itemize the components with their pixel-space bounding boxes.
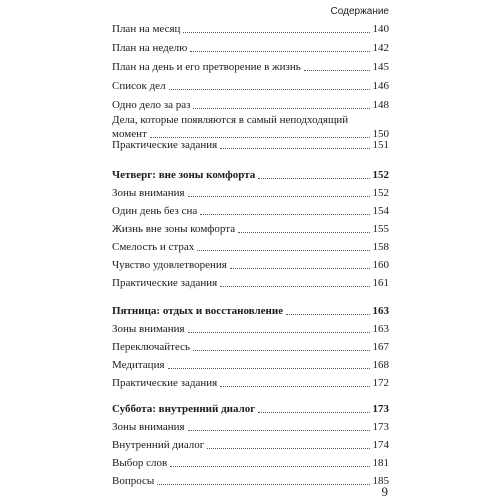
toc-entry-page: 148: [372, 99, 389, 111]
toc-entry-page: 185: [372, 475, 389, 487]
dot-leader: [220, 386, 369, 387]
toc-entry-page: 168: [372, 359, 389, 371]
toc-entry-page: 173: [372, 421, 389, 433]
toc-entry-title: План на месяц: [112, 23, 181, 35]
toc-entry-title: Смелость и страх: [112, 241, 195, 253]
toc-entry-page: 167: [372, 341, 389, 353]
toc-entry-title: План на неделю: [112, 42, 188, 54]
toc-entry-page: 150: [372, 128, 389, 140]
toc-entry-page: 146: [372, 80, 389, 92]
dot-leader: [258, 412, 369, 413]
dot-leader: [238, 232, 369, 233]
toc-entry: [112, 474, 389, 488]
toc-entry-title: Внутренний диалог: [112, 439, 205, 451]
toc-entry-page: 142: [372, 42, 389, 54]
toc-entry-title: Один день без сна: [112, 205, 198, 217]
toc-entry-page: 151: [372, 139, 389, 151]
dot-leader: [169, 89, 370, 90]
dot-leader: [304, 70, 370, 71]
toc-entry: [112, 322, 389, 336]
dot-leader: [168, 368, 370, 369]
toc-entry-title: Зоны внимания: [112, 323, 185, 335]
toc-entry-title: момент: [112, 128, 147, 140]
toc-chapter-heading: [112, 304, 389, 318]
dot-leader: [197, 250, 369, 251]
toc-entry-title: План на день и его претворение в жизнь: [112, 61, 301, 73]
toc-entry-title: Список дел: [112, 80, 166, 92]
toc-entry-title: Чувство удовлетворения: [112, 259, 227, 271]
chapter-page: 152: [372, 169, 389, 181]
toc-entry: [112, 41, 389, 55]
toc-chapter-heading: [112, 402, 389, 416]
dot-leader: [230, 268, 370, 269]
toc-entry-title: Практические задания: [112, 139, 218, 151]
dot-leader: [193, 108, 369, 109]
toc-entry-title: Зоны внимания: [112, 187, 185, 199]
toc-entry: [112, 22, 389, 36]
toc-entry-page: 172: [372, 377, 389, 389]
page-number: 9: [381, 484, 388, 499]
toc-entry: [112, 376, 389, 390]
toc-entry-page: 145: [372, 61, 389, 73]
toc-entry-page: 152: [372, 187, 389, 199]
toc-entry-title-line1: Дела, которые появляются в самый неподходящий: [112, 114, 349, 126]
chapter-title: Суббота: внутренний диалог: [112, 403, 256, 415]
dot-leader: [188, 196, 370, 197]
toc-entry-page: 174: [372, 439, 389, 451]
toc-entry: [112, 420, 389, 434]
toc-entry-title: Практические задания: [112, 377, 218, 389]
toc-entry: [112, 98, 389, 112]
dot-leader: [183, 32, 369, 33]
toc-entry: [112, 186, 389, 200]
toc-entry: [112, 60, 389, 74]
toc-entry: [112, 204, 389, 218]
chapter-title: Четверг: вне зоны комфорта: [112, 169, 256, 181]
toc-entry-title: Жизнь вне зоны комфорта: [112, 223, 236, 235]
dot-leader: [286, 314, 369, 315]
dot-leader: [220, 148, 369, 149]
dot-leader: [220, 286, 369, 287]
toc-entry: [112, 456, 389, 470]
toc-entry: [112, 340, 389, 354]
dot-leader: [200, 214, 369, 215]
toc-entry: [112, 222, 389, 236]
dot-leader: [258, 178, 369, 179]
toc-entry-page: 160: [372, 259, 389, 271]
dot-leader: [190, 51, 369, 52]
dot-leader: [193, 350, 369, 351]
toc-entry-page: 140: [372, 23, 389, 35]
dot-leader: [188, 430, 370, 431]
toc-entry-page: 163: [372, 323, 389, 335]
toc-entry-page: 181: [372, 457, 389, 469]
toc-entry: [112, 240, 389, 254]
running-header: Содержание: [330, 6, 389, 17]
chapter-page: 163: [372, 305, 389, 317]
toc-entry-title: Одно дело за раз: [112, 99, 191, 111]
dot-leader: [188, 332, 370, 333]
toc-entry-page: 158: [372, 241, 389, 253]
toc-chapter-heading: [112, 168, 389, 182]
toc-entry: [112, 276, 389, 290]
toc-entry: [112, 79, 389, 93]
toc-entry: [112, 438, 389, 452]
toc-entry-title: Зоны внимания: [112, 421, 185, 433]
toc-entry-title: Переключайтесь: [112, 341, 191, 353]
toc-entry-title: Вопросы: [112, 475, 155, 487]
toc-entry: [112, 258, 389, 272]
toc-entry-page: 154: [372, 205, 389, 217]
dot-leader: [157, 484, 369, 485]
toc-entry: [112, 358, 389, 372]
toc-entry-title: Практические задания: [112, 277, 218, 289]
chapter-title: Пятница: отдых и восстановление: [112, 305, 284, 317]
toc-entry-page: 161: [372, 277, 389, 289]
toc-entry: [112, 138, 389, 152]
toc-entry-title: Выбор слов: [112, 457, 168, 469]
toc-entry: [112, 113, 389, 141]
dot-leader: [170, 466, 369, 467]
toc-entry-page: 155: [372, 223, 389, 235]
toc-entry-title: Медитация: [112, 359, 165, 371]
chapter-page: 173: [372, 403, 389, 415]
dot-leader: [207, 448, 369, 449]
